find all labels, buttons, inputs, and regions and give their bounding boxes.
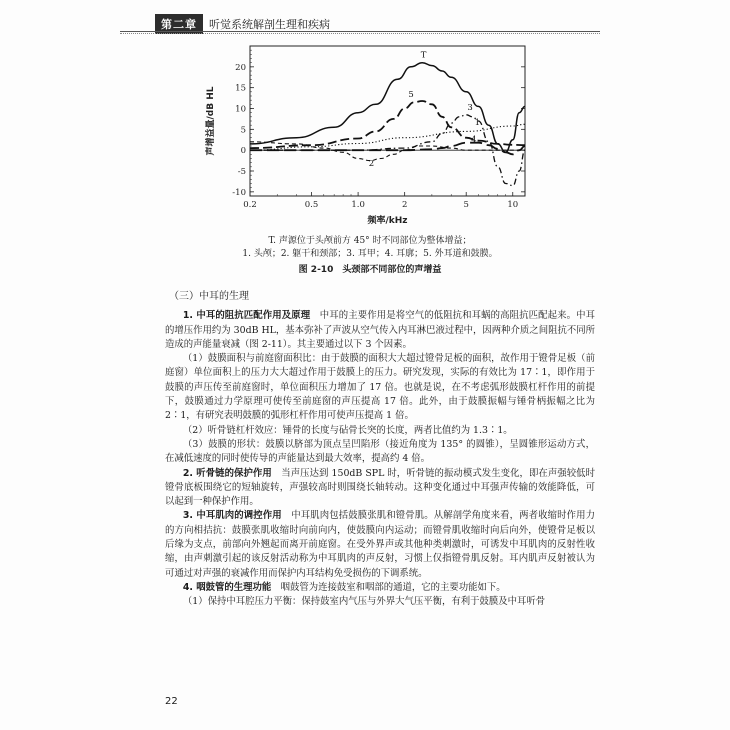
y-tick-label: 0: [240, 146, 246, 157]
paragraph-7-heading: 4. 咽鼓管的生理功能: [182, 581, 272, 593]
series-label-5: 5: [408, 89, 414, 100]
body-text: [165, 290, 595, 610]
series-line-5: [250, 101, 525, 148]
series-line-T: [250, 63, 525, 153]
series-label-1: 1: [474, 118, 481, 129]
paragraph-8: （1）保持中耳腔压力平衡：保持鼓室内气压与外界大气压平衡，有利于鼓膜及中耳听骨: [182, 596, 546, 608]
x-tick-label: 2: [401, 200, 408, 210]
header-rule: [120, 31, 600, 32]
y-tick-label: 10: [235, 104, 246, 115]
series-label-2: 2: [368, 159, 375, 169]
paragraph-7: [165, 581, 595, 595]
paragraph-5: [165, 467, 595, 510]
figure-caption-line-2: 1. 头颅；2. 躯干和颈部；3. 耳甲；4. 耳廓；5. 外耳道和鼓膜。: [242, 249, 498, 259]
paragraph-6: [165, 509, 595, 580]
figure-caption-title: 图 2-10 头颈部不同部位的声增益: [298, 265, 442, 275]
series-label-3: 3: [467, 103, 473, 114]
paragraph-5-text: 当声压达到 150dB SPL 时，听骨链的振动模式发生变化，即在声强较低时镫骨底板围绕它的短轴旋转，声强较高时则围绕长轴转动。这种变化通过中耳强声传输的效能降低，可以起到一种保护作用。: [165, 467, 595, 508]
series-label-T: T: [420, 50, 427, 61]
x-tick-label: 0.2: [243, 200, 257, 210]
series-line-2: [250, 142, 525, 161]
y-axis-label: 声增益量/dB HL: [206, 86, 216, 156]
series-label-4: 4: [471, 134, 477, 145]
y-tick-label: 5: [240, 125, 246, 136]
chart-plot-root: [204, 46, 525, 226]
y-tick-label: -10: [232, 187, 246, 198]
x-tick-label: 5: [463, 200, 469, 210]
y-tick-label: 15: [235, 83, 246, 94]
paragraph-5-heading: 2. 听骨链的保护作用: [182, 467, 272, 479]
paragraph-4: （3）鼓膜的形状：鼓膜以脐部为顶点呈凹陷形（接近角度为 135° 的圆锥），呈圆锥形运动方式，在减低速度的同时使传导的声能量达到最大效率，提高约 4 倍。: [165, 438, 595, 465]
y-tick-label: -5: [237, 167, 246, 177]
gain-chart: [195, 38, 535, 228]
paragraph-7-text: 咽鼓管为连接鼓室和咽部的通道，它的主要功能如下。: [271, 581, 506, 593]
chapter-title: 听觉系统解剖生理和疾病: [209, 18, 330, 31]
x-tick-label: 1.0: [351, 200, 365, 210]
x-axis-label: 频率/kHz: [367, 216, 408, 226]
header-rule-dotted: [120, 33, 600, 34]
section-title: （三）中耳的生理: [169, 291, 249, 302]
paragraph-2: （1）鼓膜面积与前庭窗面积比：由于鼓膜的面积大大超过镫骨足板的面积，故作用于镫骨足板（前庭窗）单位面积上的压力大大超过作用于鼓膜上的压力。研究发现，实际的有效比为 17∶1，即作用于鼓膜的声压传至前庭窗时，单位面积压力增加了 17 倍。也就是说，在不考虑弧形鼓膜杠杆作用的前提下，鼓膜通过力学原理可使传至前庭窗的声压提高 17 倍。此外，由于鼓膜振幅与锤骨柄振幅之比为 2∶1，有研究表明鼓膜的弧形杠杆作用可使声压提高 1 倍。: [165, 353, 595, 422]
paragraph-1: [165, 309, 595, 352]
figure-caption-line-1: T. 声源位于头颅前方 45° 时不同部位为整体增益；: [268, 236, 472, 246]
chapter-label: 第二章: [155, 14, 203, 34]
page-number: 22: [165, 696, 178, 707]
paragraph-3: （2）听骨链杠杆效应：锤骨的长度与砧骨长突的长度，两者比值约为 1.3∶1。: [182, 424, 513, 436]
x-tick-label: 10: [507, 200, 519, 210]
paragraph-6-text: 中耳肌肉包括鼓膜张肌和镫骨肌。从解剖学角度来看，两者收缩时作用力的方向相拮抗：鼓膜张肌收缩时向前向内，使鼓膜向内运动；而镫骨肌收缩时向后向外，使镫骨足板以后缘为支点，前部向外翘起而离开前庭窗。在受外界声或其他种类刺激时，可诱发中耳肌肉的反射性收缩，由声刺激引起的该反射活动称为中耳肌肉的声反射，习惯上仅指镫骨肌反射。耳内肌声反射被认为可通过对声强的衰减作用而保护内耳结构免受损伤的下调系统。: [165, 510, 595, 579]
y-tick-label: 20: [235, 62, 246, 73]
x-tick-label: 0.5: [304, 200, 319, 210]
paragraph-1-heading: 1. 中耳的阻抗匹配作用及原理: [182, 310, 311, 322]
paragraph-6-heading: 3. 中耳肌肉的调控作用: [182, 510, 282, 522]
paragraph-1-text: 中耳的主要作用是将空气的低阻抗和耳蜗的高阻抗匹配起来。中耳的增压作用约为 30dB HL，基本弥补了声波从空气传入内耳淋巴液过程中，因两种介质之间阻抗不同所造成的声能量衰减（图 2-11）。其主要通过以下 3 个因素。: [165, 310, 595, 350]
